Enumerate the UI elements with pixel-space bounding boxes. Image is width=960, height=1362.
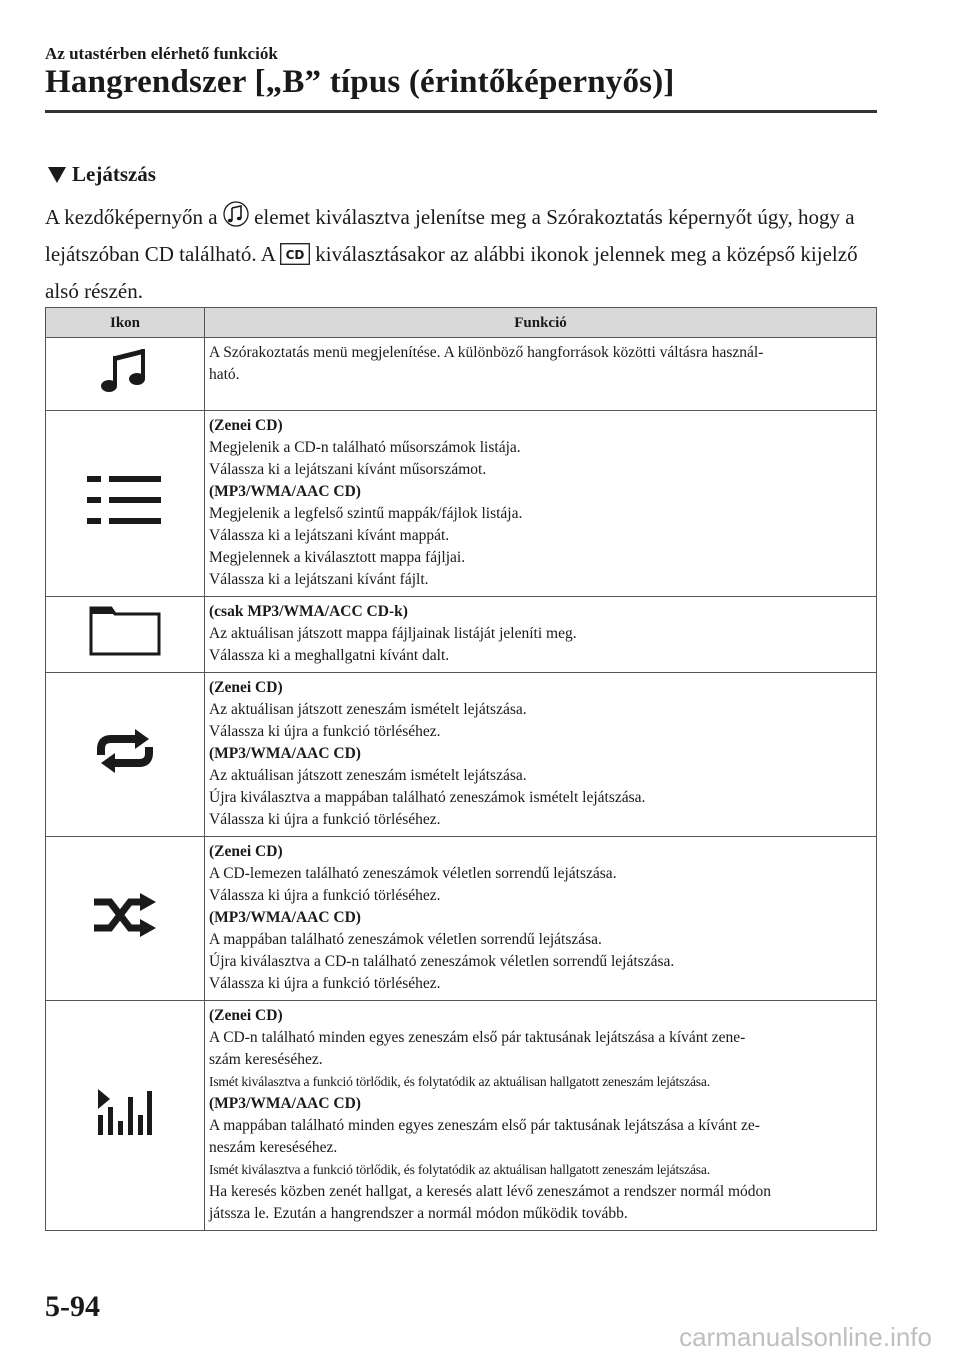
function-line: (MP3/WMA/AAC CD)	[209, 1095, 361, 1112]
shuffle-icon	[92, 925, 158, 942]
icon-cell	[46, 338, 205, 411]
function-line: Válassza ki a lejátszani kívánt műsorszámot.	[209, 461, 487, 478]
intro-text-2: elemet kiválasztva jelenítse meg a Szórakoztatás képernyőt úgy, hogy a lejátszóban CD található. A	[45, 205, 855, 266]
watermark: carmanualsonline.info	[679, 1322, 932, 1352]
function-line: Az aktuálisan játszott mappa fájljainak listáját jeleníti meg.	[209, 625, 577, 642]
function-line: Újra kiválasztva a mappában található zeneszámok ismételt lejátszása.	[209, 789, 646, 806]
function-cell	[205, 837, 877, 1001]
function-line: A mappában található zeneszámok véletlen sorrendű lejátszása.	[209, 931, 602, 948]
folder-icon	[89, 643, 161, 660]
music-note-icon	[223, 200, 249, 238]
function-line: szám kereséséhez.	[209, 1051, 323, 1068]
function-line: A mappában található minden egyes zeneszám első pár taktusának lejátszása a kívánt ze-	[209, 1117, 760, 1134]
function-line: Az aktuálisan játszott zeneszám ismételt lejátszása.	[209, 767, 527, 784]
function-line: Az aktuálisan játszott zeneszám ismételt lejátszása.	[209, 701, 527, 718]
function-line: (Zenei CD)	[209, 679, 283, 696]
function-line: Válassza ki újra a funkció törléséhez.	[209, 811, 441, 828]
function-line: neszám kereséséhez.	[209, 1139, 338, 1156]
function-line: Válassza ki a lejátszani kívánt fájlt.	[209, 571, 429, 588]
function-line: Megjelenik a CD-n található műsorszámok listája.	[209, 439, 521, 456]
icon-cell	[46, 837, 205, 1001]
repeat-icon	[93, 760, 157, 777]
list-icon	[85, 513, 165, 530]
cd-icon	[280, 242, 310, 275]
column-header-function: Funkció	[205, 308, 877, 338]
page-header-kicker: Az utastérben elérhető funkciók	[45, 44, 278, 63]
function-line: Válassza ki a lejátszani kívánt mappát.	[209, 527, 450, 544]
function-line: (csak MP3/WMA/ACC CD-k)	[209, 603, 408, 620]
function-line: (Zenei CD)	[209, 843, 283, 860]
icon-cell	[46, 673, 205, 837]
page-number: 5-94	[45, 1290, 100, 1323]
table-row	[46, 597, 877, 673]
function-line: Válassza ki a meghallgatni kívánt dalt.	[209, 647, 450, 664]
section-heading	[48, 162, 156, 187]
function-line: (MP3/WMA/AAC CD)	[209, 745, 361, 762]
function-line: ható.	[209, 366, 240, 383]
function-line: (MP3/WMA/AAC CD)	[209, 483, 361, 500]
table-header-row	[46, 308, 877, 338]
function-line: A CD-n található minden egyes zeneszám első pár taktusának lejátszása a kívánt zene-	[209, 1029, 746, 1046]
intro-paragraph	[45, 200, 885, 308]
function-cell	[205, 673, 877, 837]
function-line: A Szórakoztatás menü megjelenítése. A különböző hangforrások közötti váltásra használ-	[209, 344, 764, 361]
function-line: játssza le. Ezután a hangrendszer a normál módon működik tovább.	[209, 1205, 628, 1222]
function-cell	[205, 597, 877, 673]
function-line: Megjelennek a kiválasztott mappa fájljai.	[209, 549, 466, 566]
intro-text-1: A kezdőképernyőn a	[45, 205, 223, 229]
scan-icon	[96, 1124, 154, 1141]
function-line: Válassza ki újra a funkció törléséhez.	[209, 723, 441, 740]
function-line: Válassza ki újra a funkció törléséhez.	[209, 975, 441, 992]
function-line: (Zenei CD)	[209, 1007, 283, 1024]
icon-cell	[46, 597, 205, 673]
table-row	[46, 411, 877, 597]
function-line: Ismét kiválasztva a funkció törlődik, és folytatódik az aktuálisan hallgatott zeneszám lejátszása.	[209, 1162, 710, 1177]
music-note-icon	[95, 385, 155, 402]
function-table	[45, 307, 877, 1231]
function-line: (MP3/WMA/AAC CD)	[209, 909, 361, 926]
table-row	[46, 837, 877, 1001]
function-cell	[205, 338, 877, 411]
page-title: Hangrendszer [„B” típus (érintőképernyős)]	[45, 64, 675, 100]
function-line: Megjelenik a legfelső szintű mappák/fájlok listája.	[209, 505, 523, 522]
icon-cell	[46, 1001, 205, 1231]
function-line: Ismét kiválasztva a funkció törlődik, és folytatódik az aktuálisan hallgatott zeneszám lejátszása.	[209, 1074, 710, 1089]
function-cell	[205, 1001, 877, 1231]
table-row	[46, 673, 877, 837]
table-row	[46, 338, 877, 411]
section-title: Lejátszás	[72, 162, 156, 186]
function-line: Válassza ki újra a funkció törléséhez.	[209, 887, 441, 904]
table-row	[46, 1001, 877, 1231]
triangle-bullet-icon	[48, 167, 66, 183]
intro-text-3: kiválasztásakor az alábbi ikonok jelennek meg a középső kijelző alsó részén.	[45, 242, 858, 303]
header-rule	[45, 110, 877, 113]
function-line: A CD-lemezen található zeneszámok véletlen sorrendű lejátszása.	[209, 865, 617, 882]
function-cell	[205, 411, 877, 597]
icon-cell	[46, 411, 205, 597]
svg-text:CD: CD	[285, 248, 305, 262]
function-line: Újra kiválasztva a CD-n található zeneszámok véletlen sorrendű lejátszása.	[209, 953, 675, 970]
function-line: Ha keresés közben zenét hallgat, a keresés alatt lévő zeneszámot a rendszer normál módon	[209, 1183, 772, 1200]
function-line: (Zenei CD)	[209, 417, 283, 434]
column-header-icon: Ikon	[46, 308, 205, 338]
